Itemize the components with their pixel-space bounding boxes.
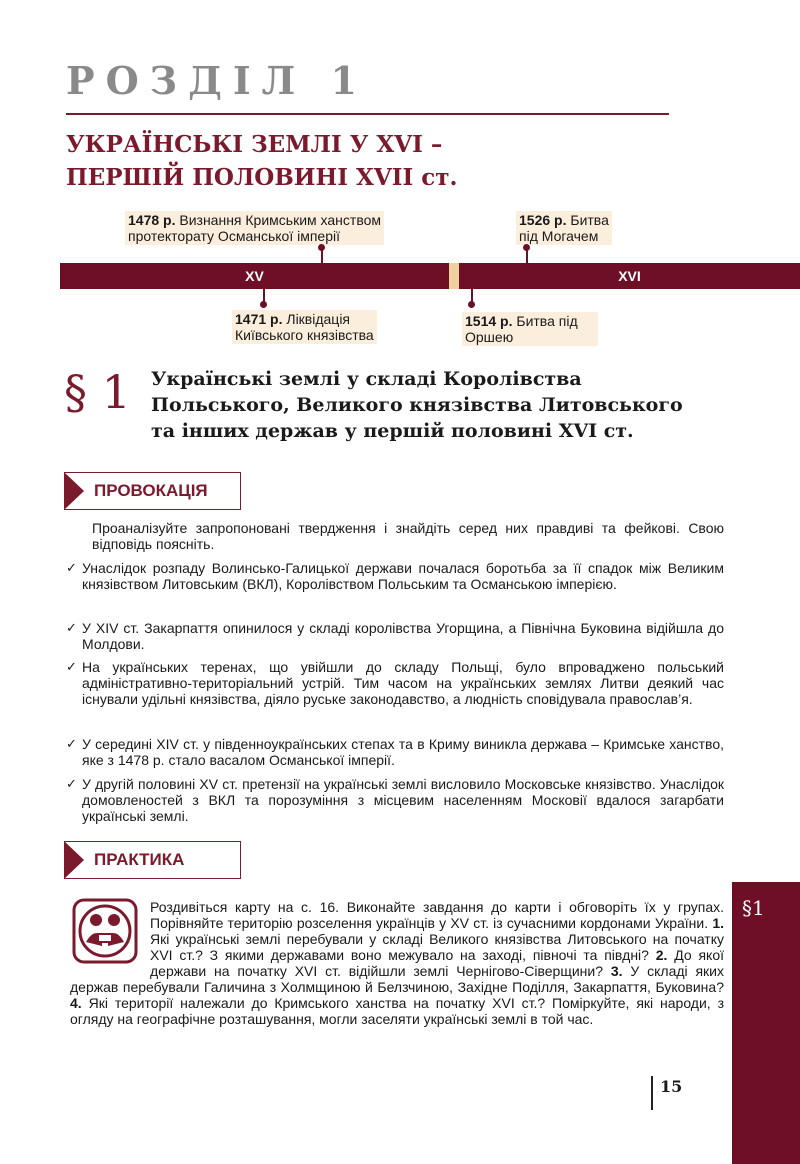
event-year: 1471 р. (235, 311, 283, 327)
checkmark-icon: ✓ (66, 620, 77, 635)
timeline-event (232, 310, 377, 344)
timeline-dot (260, 301, 267, 308)
timeline-event (462, 312, 598, 346)
page-number: 15 (660, 1077, 683, 1096)
question-text: Які території належали до Кримського ханства на початку XVI ст.? Поміркуйте, які народи, з огляду на географічне розташування, могли заселяти українські землі в той час. (70, 995, 724, 1027)
checkmark-icon: ✓ (66, 736, 77, 751)
event-year: 1478 р. (128, 212, 176, 228)
chapter-title-line: УКРАЇНСЬКІ ЗЕМЛІ У XVI – (66, 131, 443, 158)
event-text: Оршею (465, 329, 514, 345)
section-side-tab (732, 882, 800, 1164)
side-tab-label: §1 (742, 896, 765, 920)
provocation-intro: Проаналізуйте запропоновані твердження і знайдіть серед них правдиві та фейкові. Свою відповідь поясніть. (92, 520, 724, 552)
checkmark-icon: ✓ (66, 659, 77, 674)
timeline-century-xv: XV (60, 263, 449, 289)
timeline-event (125, 211, 384, 245)
list-item-text: У середині XIV ст. у південноукраїнських степах та в Криму виникла держава – Кримське ханство, яке з 1478 р. стало васалом Османської імперії. (82, 736, 724, 768)
section-title-line: та інших держав у першій половині XVI ст. (151, 420, 634, 442)
timeline-boundary (449, 263, 459, 289)
timeline-dot (318, 244, 325, 251)
question-text: До якої держави на початку XVI ст. відійшли землі Чернігово-Сіверщини? (150, 947, 725, 979)
provocation-banner (64, 472, 241, 510)
question-text: У складі яких держав перебували Галичина з Холмщиною й Белзчиною, Західне Поділля, Закарпаття, Буковина? (70, 963, 725, 995)
event-text: Ліквідація (286, 311, 351, 327)
list-item-text: Унаслідок розпаду Волинсько-Галицької держави почалася боротьба за її спадок між Великим князівством Литовським (ВКЛ), Королівством Польським та Османською імперією. (82, 560, 724, 592)
list-item-text: У другій половині XV ст. претензії на українські землі висловило Московське князівство. Унаслідок домовленостей з ВКЛ та порозуміння з місцевим населенням Московії вдалося загарбати українські землі. (82, 776, 724, 824)
practice-intro: Роздивіться карту на с. 16. Виконайте завдання до карти і обговоріть їх у групах. Порівняйте територію розселення українців у XV ст. із сучасними кордонами України. (150, 899, 724, 931)
chapter-divider (66, 113, 669, 115)
event-text: Київського князівства (235, 327, 374, 343)
chapter-label: РОЗДІЛ 1 (66, 58, 368, 103)
section-mark: § 1 (64, 365, 131, 419)
arrow-icon (64, 841, 84, 879)
chapter-title-line: ПЕРШІЙ ПОЛОВИНІ XVII ст. (66, 164, 458, 191)
checkmark-icon: ✓ (66, 560, 77, 575)
question-number: 3. (610, 963, 623, 979)
arrow-icon (64, 472, 84, 510)
event-text: Битва під (516, 313, 578, 329)
timeline-century-xvi: XVI (459, 263, 800, 289)
question-text: Які українські землі перебували у складі Великого князівства Литовського на початку XVI ст.? З якими державами воно межувало на заході, півночі та півдні? (150, 931, 724, 963)
event-text: під Могачем (519, 228, 599, 244)
list-item-text: На українських теренах, що увійшли до складу Польщі, було впроваджено польський адміністративно-територіальний устрій. Тим часом на українських землях Литви деякий час існували удільні князівства, діяло руське законодавство, а людність сповідувала православ’я. (82, 659, 724, 707)
section-title-line: Українські землі у складі Королівства (151, 368, 582, 390)
provocation-label: ПРОВОКАЦІЯ (94, 481, 208, 500)
timeline-event (516, 211, 612, 245)
practice-label: ПРАКТИКА (94, 850, 185, 869)
list-item (66, 620, 724, 654)
question-number: 2. (655, 947, 668, 963)
section-title (151, 366, 731, 444)
practice-banner (64, 841, 241, 879)
event-year: 1526 р. (519, 212, 567, 228)
practice-text (70, 899, 724, 1027)
list-item (66, 776, 724, 826)
page-number-divider (651, 1076, 653, 1110)
timeline-dot (523, 244, 530, 251)
event-year: 1514 р. (465, 313, 513, 329)
icon-float-space (70, 899, 150, 965)
event-text: протекторату Османської імперії (128, 228, 340, 244)
timeline-dot (468, 301, 475, 308)
event-text: Визнання Кримським ханством (179, 212, 382, 228)
question-number: 4. (70, 995, 82, 1011)
event-text: Битва (570, 212, 609, 228)
list-item-text: У XIV ст. Закарпаття опинилося у складі королівства Угорщина, а Північна Буковина відійшла до Молдови. (82, 620, 724, 652)
list-item (66, 560, 724, 610)
list-item (66, 659, 724, 725)
chapter-title (66, 128, 626, 194)
checkmark-icon: ✓ (66, 776, 77, 791)
section-title-line: Польського, Великого князівства Литовського (151, 394, 683, 416)
question-number: 1. (712, 915, 724, 931)
list-item (66, 736, 724, 770)
